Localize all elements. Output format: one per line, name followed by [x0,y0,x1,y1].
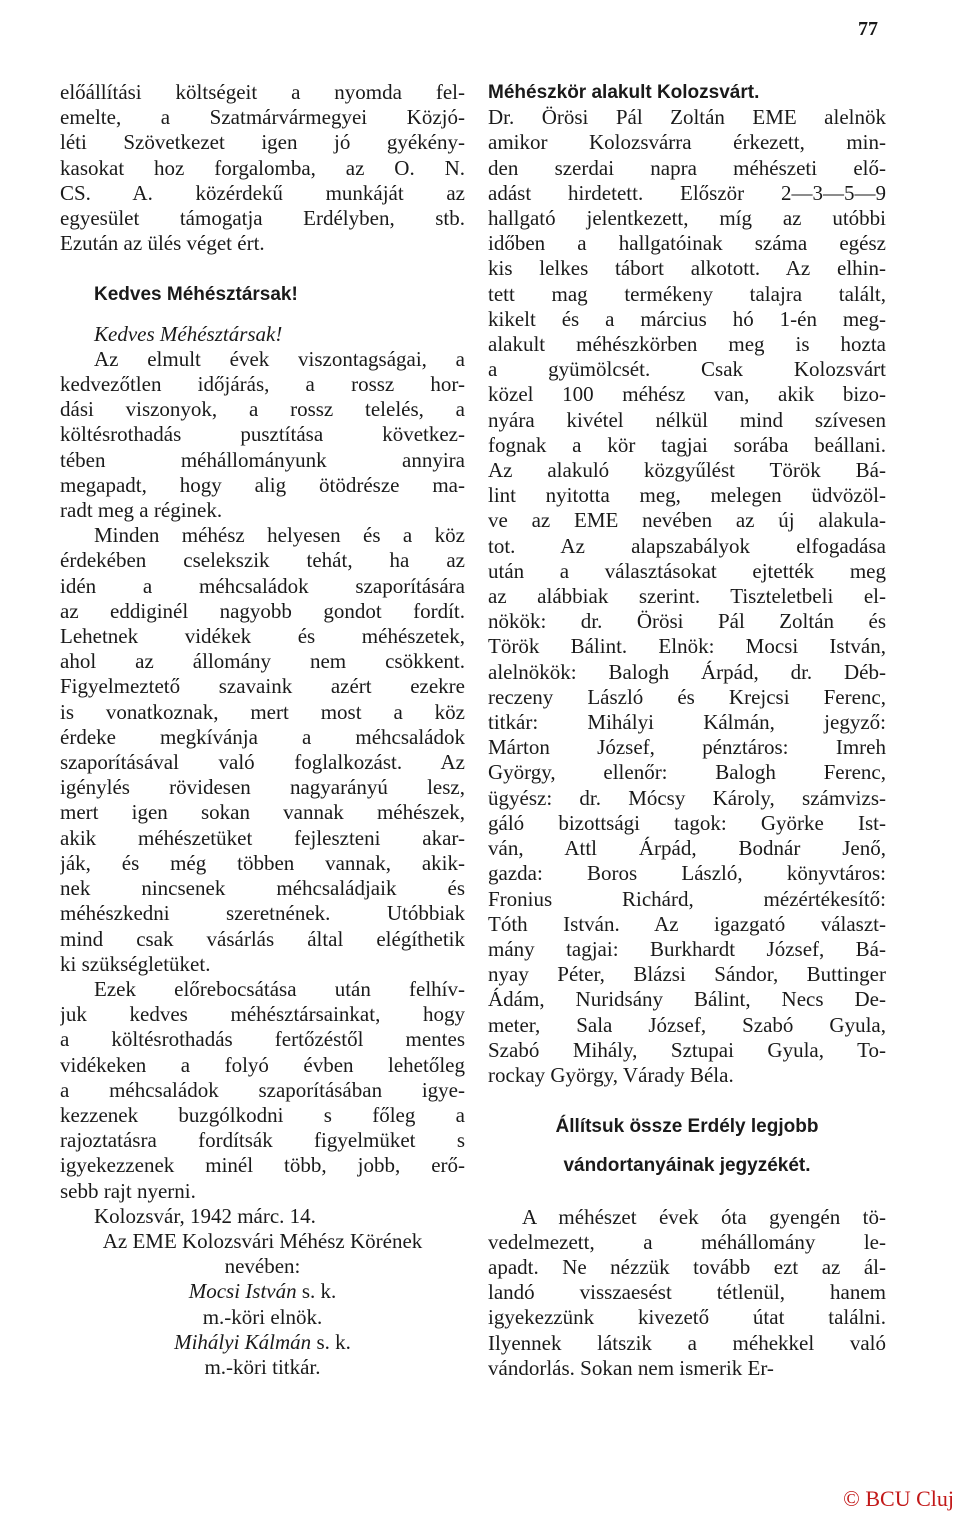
text-line: közel 100 méhész van, akik bizo- [488,382,886,407]
page-number: 77 [858,18,878,40]
article-paragraph-migratory [488,1205,886,1381]
text-line: Ezek előrebocsátása után felhív- [94,976,465,1001]
text-line: A méhészet évek óta gyengén tö- [522,1204,886,1229]
text-line: Dr. Örösi Pál Zoltán EME alelnök [488,105,886,130]
signer-2 [60,1330,465,1355]
text-line: ügyész: dr. Mócsy Károly, számvizs- [488,785,886,810]
text-line: nyay Péter, Blázsi Sándor, Buttinger [488,962,886,987]
text-line: az alábbiak szerint. Tiszteletbeli el- [488,584,886,609]
text-line: Ilyennek látszik a méhekkel való [488,1330,886,1355]
text-line: idén a méhcsaládok szaporítására [60,573,465,598]
appeal-paragraph-2 [60,523,465,977]
text-line: érdekében cselekszik tehát, ha az [60,548,465,573]
text-line: landó visszaesést tétlenül, hanem [488,1280,886,1305]
text-line: radt meg a réginek. [60,498,223,523]
left-column [60,80,465,1380]
text-line: előállítási költségeit a nyomda fel- [60,80,465,104]
text-line: ki szükségletüket. [60,951,211,976]
text-line: kedvezőtlen időjárás, a rossz hor- [60,372,465,397]
text-line: költésrothadás pusztítása következ- [60,422,465,447]
text-line: akik méhészetüket fejleszteni akar- [60,825,465,850]
text-line: hallgató jelentkezett, míg az utóbbi [488,206,886,231]
text-line: rajoztatásra fordítsák figyelmüket s [60,1128,465,1153]
signature-on-behalf: nevében: [224,1254,301,1279]
text-line: Tóth István. Az igazgató választ- [488,911,886,936]
text-line: Az elmult évek viszontagságai, a [94,346,465,371]
text-line: kasokat hoz forgalomba, az O. N. [60,155,465,180]
text-line: ahol az állomány nem csökkent. [60,649,465,674]
text-line: dási viszonyok, a rossz telelés, a [60,397,465,422]
text-line: Szabó Mihály, Sztupai Gyula, To- [488,1037,886,1062]
text-line: lint nyitotta meg, melegen üdvözöl- [488,483,886,508]
signer-2-role: m.-köri titkár. [204,1354,321,1379]
text-line: Fronius Richárd, mézértékesítő: [488,886,886,911]
text-line: kikelt és a március hó 1-én meg- [488,306,886,331]
appeal-paragraph-1 [60,347,465,523]
text-line: érdeke megkívánja a méhcsaládok [60,724,465,749]
text-line: nökök: dr. Örösi Pál Zoltán és [488,609,886,634]
text-line: után a választásokat ejtették meg [488,558,886,583]
text-line: egyesület támogatja Erdélyben, stb. [60,206,465,231]
text-line: tett mag termékeny talajra talált, [488,281,886,306]
text-line: emelte, a Szatmárvármegyei Közjó- [60,105,465,130]
text-line: is vonatkoznak, mert most a köz [60,699,465,724]
text-line: amikor Kolozsvárra érkezett, min- [488,130,886,155]
text-line: Ezután az ülés véget ért. [60,231,265,256]
text-line: nyára kivétel nélkül mind szívesen [488,407,886,432]
date-line: Kolozsvár, 1942 márc. 14. [94,1203,316,1228]
signer-1-name: Mocsi István [188,1279,297,1304]
article-heading-beekeepers-circle: Méhészkör alakult Kolozsvárt. [488,82,760,103]
right-column [488,80,886,1381]
signature-organization: Az EME Kolozsvári Méhész Körének [102,1228,423,1253]
text-line: nek nincsenek méhcsaládjaik és [60,876,465,901]
text-line: reczeny László és Krejcsi Ferenc, [488,684,886,709]
text-line: vándorlás. Sokan nem ismerik Er- [488,1355,774,1380]
text-line: Az alakuló közgyűlést Török Bá- [488,458,886,483]
text-line: mány tagjai: Burkhardt József, Bá- [488,936,886,961]
salutation: Kedves Méhésztársak! [94,321,283,346]
text-line: alelnökök: Balogh Árpád, dr. Déb- [488,659,886,684]
text-line: az eddiginél nagyobb gondot fordít. [60,598,465,623]
article-heading-migratory-sites-2: vándortanyáinak jegyzékét. [563,1155,811,1177]
text-line: fognak a kör tagjai sorába beállani. [488,432,886,457]
text-line: tot. Az alapszabályok elfogadása [488,533,886,558]
text-line: gáló bizottsági tagok: Györke Ist- [488,810,886,835]
text-line: Figyelmeztető szavaink azért ezekre [60,674,465,699]
text-line: szaporításával való foglalkozást. Az [60,750,465,775]
text-line: igénylés rövidesen nagyarányú lesz, [60,775,465,800]
text-line: vedelmezett, a méhállomány le- [488,1229,886,1254]
text-line: ve az EME nevében az új alakula- [488,508,886,533]
text-line: juk kedves méhésztársainkat, hogy [60,1002,465,1027]
text-line: Török Bálint. Elnök: Mocsi István, [488,634,886,659]
signer-2-name: Mihályi Kálmán [174,1329,312,1354]
text-line: időben a hallgatóinak száma egész [488,231,886,256]
text-line: igyekezzenek minél több, jobb, erő- [60,1153,465,1178]
text-line: kis lelkes tábort alkotott. Az elhin- [488,256,886,281]
text-line: apadt. Ne nézzük tovább ezt az ál- [488,1254,886,1279]
text-line: György, ellenőr: Balogh Ferenc, [488,760,886,785]
text-line: a költésrothadás fertőzéstől mentes [60,1027,465,1052]
text-line: igyekezzünk kivezető útat találni. [488,1305,886,1330]
signer-2-suffix: s. k. [311,1329,351,1354]
text-line: Márton József, pénztáros: Imreh [488,735,886,760]
text-line: sebb rajt nyerni. [60,1178,196,1203]
text-line: kezzenek buzgólkodni s főleg a [60,1102,465,1127]
text-line: mert igen sokan vannak méhészek, [60,800,465,825]
text-line: méhészkedni szeretnének. Utóbbiak [60,901,465,926]
text-line: Ádám, Nuridsány Bálint, Necs De- [488,987,886,1012]
signer-1 [60,1279,465,1304]
text-line: titkár: Mihályi Kálmán, jegyző: [488,710,886,735]
text-line: vidékeken a folyó évben lehetőleg [60,1052,465,1077]
signer-1-suffix: s. k. [296,1279,337,1304]
text-line: ván, Attl Árpád, Bodnár Jenő, [488,836,886,861]
text-line: Minden méhész helyesen és a köz [94,523,465,548]
text-line: den szerdai napra méhészeti elő- [488,155,886,180]
text-line: gazda: Boros László, könyvtáros: [488,861,886,886]
intro-paragraph [60,80,465,256]
text-line: rockay György, Várady Béla. [488,1062,734,1087]
appeal-paragraph-3 [60,977,465,1204]
text-line: mind csak vásárlás által elégíthetik [60,926,465,951]
copyright-watermark: © BCU Cluj [843,1486,954,1511]
text-line: tében méhállományunk annyira [60,447,465,472]
text-line: a méhcsaládok szaporításában igye- [60,1077,465,1102]
article-heading-migratory-sites-1: Állítsuk össze Erdély legjobb [555,1116,819,1138]
text-line: alakult méhészkörben meg is hozta [488,332,886,357]
text-line: léti Szövetkezet igen jó gyékény- [60,130,465,155]
text-line: a gyümölcsét. Csak Kolozsvárt [488,357,886,382]
text-line: CS. A. közérdekű munkáját az [60,180,465,205]
text-line: Lehetnek vidékek és méhészetek, [60,624,465,649]
text-line: adást hirdetett. Először 2—3—5—9 [488,180,886,205]
article-paragraph-circle [488,105,886,1088]
signer-1-role: m.-köri elnök. [202,1304,323,1329]
text-line: ják, és még többen vannak, akik- [60,850,465,875]
text-line: megapadt, hogy alig ötödrésze ma- [60,472,465,497]
text-line: meter, Sala József, Szabó Gyula, [488,1012,886,1037]
section-heading: Kedves Méhésztársak! [94,284,298,306]
